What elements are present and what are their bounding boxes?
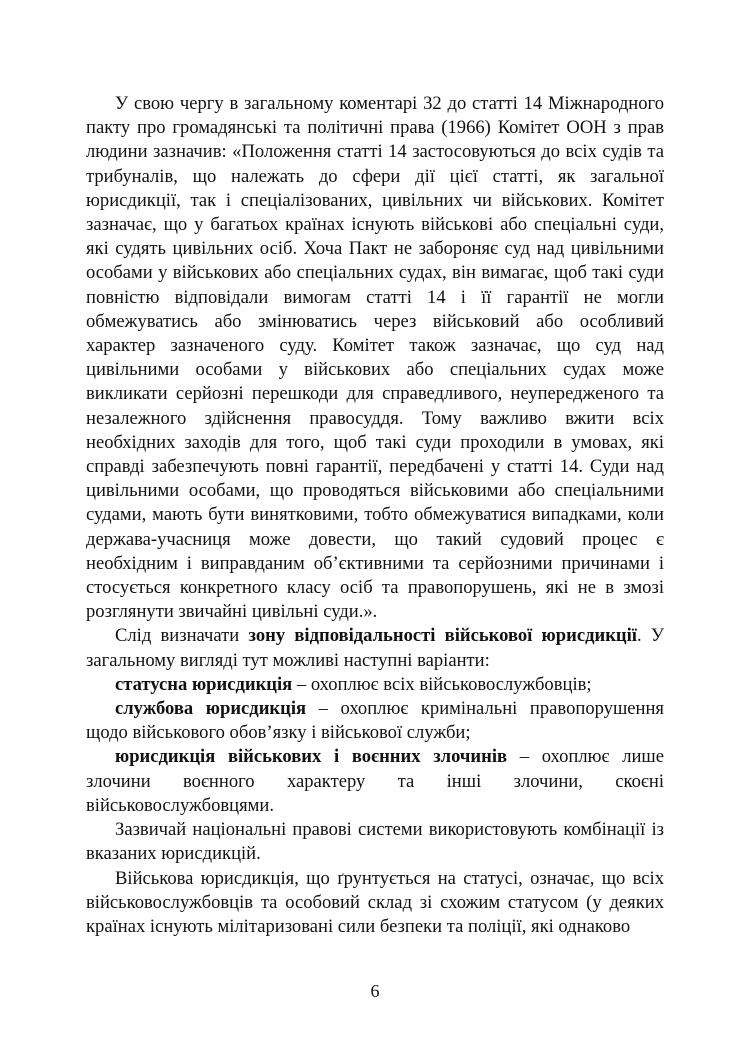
term-military-jurisdiction-scope: зону відповідальності військової юрисдикції <box>248 625 637 647</box>
definition-status-jurisdiction: – охоплює всіх військовослужбовців; <box>292 673 592 695</box>
page-body <box>86 92 664 939</box>
term-war-crimes-jurisdiction: юрисдикція військових і воєнних злочинів <box>115 746 508 768</box>
paragraph-jurisdiction-scope-tail: . У загальному вигляді тут можливі наступні варіанти: <box>86 625 664 671</box>
term-service-jurisdiction: службова юрисдикція <box>115 698 307 720</box>
term-status-jurisdiction: статусна юрисдикція <box>115 673 293 695</box>
definition-war-crimes-jurisdiction: – охоплює лише злочини воєнного характеру та інші злочини, скоєні військовослужбовцями. <box>86 746 664 816</box>
paragraph-combinations: Зазвичай національні правові системи використовують комбінації із вказаних юрисдикцій. <box>86 819 664 865</box>
list-item-war-crimes-jurisdiction <box>86 745 664 818</box>
paragraph-jurisdiction-scope <box>86 624 664 672</box>
list-item-status-jurisdiction <box>86 673 664 697</box>
list-item-service-jurisdiction <box>86 697 664 745</box>
definition-service-jurisdiction: – охоплює кримінальні правопорушення щодо військового обов’язку і військової служби; <box>86 698 664 744</box>
page-number: 6 <box>370 981 380 1001</box>
paragraph-jurisdiction-scope-lead: Слід визначати <box>115 625 249 647</box>
paragraph-status-based-jurisdiction: Військова юрисдикція, що ґрунтується на статусі, означає, що всіх військовослужбовців та особовий склад зі схожим статусом (у деяких країнах існують мілітаризовані сили безпеки та поліції, які однаково <box>86 867 664 937</box>
paragraph-un-committee-quote: У свою чергу в загальному коментарі 32 до статті 14 Міжнародного пакту про громадянські та політичні права (1966) Комітет ООН з прав людини зазначив: «Положення статті 14 застосовуються до всіх судів та трибуналів, що належать до сфери дії цієї статті, як загальної юрисдикції, так і спеціалізованих, цивільних чи військових. Комітет зазначає, що у багатьох країнах існують військові або спеціальні суди, які судять цивільних осіб. Хоча Пакт не забороняє суд над цивільними особами у військових або спеціальних судах, він вимагає, щоб такі суди повністю відповідали вимогам статті 14 і її гарантії не могли обмежуватись або змінюватись через військовий або особливий характер зазначеного суду. Комітет також зазначає, що суд над цивільними особами у військових або спеціальних судах може викликати серйозні перешкоди для справедливого, неупередженого та незалежного здійснення правосуддя. Тому важливо вжити всіх необхідних заходів для того, щоб такі суди проходили в умовах, які справді забезпечують повні гарантії, передбачені у статті 14. Суди над цивільними особами, що проводяться військовими або спеціальними судами, мають бути винятковими, тобто обмежуватися випадками, коли держава-учасниця може довести, що такий судовий процес є необхідним і виправданим об’єктивними та серйозними причинами і стосується конкретного класу осіб та правопорушень, які не в змозі розглянути звичайні цивільні суди.». <box>86 93 664 623</box>
